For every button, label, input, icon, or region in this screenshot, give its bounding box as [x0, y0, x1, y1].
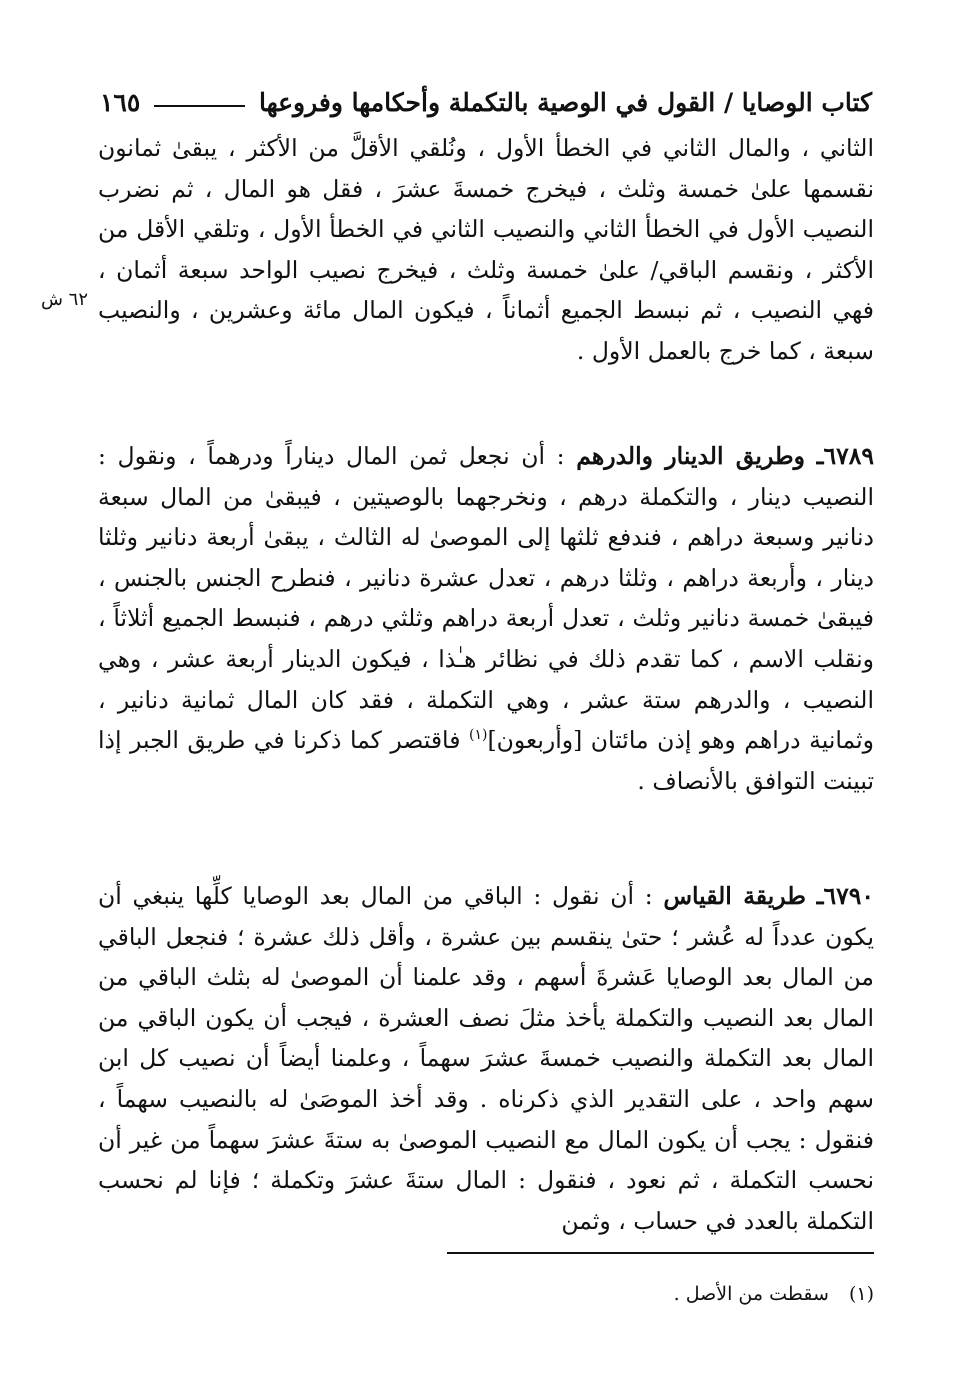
- margin-manuscript-note: ٦٢ ش: [40, 289, 88, 310]
- paragraph-text: : أن نقول : الباقي من المال بعد الوصايا كلِّها ينبغي أن يكون عدداً له عُشر ؛ حتىٰ ينقسم بين عشرة ، وأقل ذلك عشرة ؛ فنجعل الباقي من المال بعد الوصايا عَشرةَ أسهم ، وقد علمنا أن الموصىٰ له بثلث الباقي من المال بعد النصيب والتكملة يأخذ مثلَ نصف العشرة ، فيجب أن يكون الباقي من المال بعد التكملة والنصيب خمسةَ عشرَ سهماً ، وعلمنا أيضاً أن نصيب كل ابن سهم واحد ، على التقدير الذي ذكرناه . وقد أخذ الموصَىٰ له بالنصيب سهماً ، فنقول : يجب أن يكون المال مع النصيب الموصىٰ به ستةَ عشرَ سهماً من غير أن نحسب التكملة ، ثم نعود ، فنقول : المال ستةَ عشرَ وتكملة ؛ فإنا لم نحسب التكملة بالعدد في حساب ، وثمن: [98, 882, 874, 1235]
- footnote-separator: [447, 1252, 874, 1254]
- paragraph-text-continued: فاقتصر كما ذكرنا في طريق الجبر إذا تبينت التوافق بالأنصاف .: [98, 726, 874, 795]
- paragraph-continuation: [98, 128, 874, 372]
- footnote: [98, 1278, 874, 1310]
- paragraph-title: وطريق الدينار والدرهم: [576, 442, 805, 470]
- page-number: ١٦٥: [100, 87, 141, 117]
- footnote-number: (١): [848, 1283, 874, 1305]
- running-header: [100, 82, 872, 122]
- paragraph-number: ٦٧٩٠ـ: [816, 882, 874, 910]
- paragraph-number: ٦٧٨٩ـ: [816, 442, 874, 470]
- header-rule: [154, 105, 245, 107]
- header-title: كتاب الوصايا / القول في الوصية بالتكملة وأحكامها وفروعها: [258, 87, 872, 117]
- paragraph-6789: [98, 436, 874, 801]
- paragraph-title: طريقة القياس: [663, 882, 806, 910]
- footnote-reference: (١): [468, 727, 488, 744]
- footnote-text: سقطت من الأصل .: [673, 1283, 829, 1305]
- paragraph-text: الثاني ، والمال الثاني في الخطأ الأول ، ونُلقي الأقلَّ من الأكثر ، يبقىٰ ثمانون نقسمها علىٰ خمسة وثلث ، فيخرج خمسةَ عشرَ ، فقل هو المال ، ثم نضرب النصيب الأول في الخطأ الثاني والنصيب الثاني في الخطأ الأول ، وتلقي الأقل من الأكثر ، ونقسم الباقي/ علىٰ خمسة وثلث ، فيخرج نصيب الواحد سبعة أثمان ، فهي النصيب ، ثم نبسط الجميع أثماناً ، فيكون المال مائة وعشرين ، والنصيب سبعة ، كما خرج بالعمل الأول .: [98, 134, 874, 365]
- paragraph-6790: [98, 876, 874, 1241]
- paragraph-text: : أن نجعل ثمن المال ديناراً ودرهماً ، ونقول : النصيب دينار ، والتكملة درهم ، ونخرجهما بالوصيتين ، فيبقىٰ من المال سبعة دنانير وسبعة دراهم ، فندفع ثلثها إلى الموصىٰ له الثالث ، يبقىٰ أربعة دنانير وثلثا دينار ، وأربعة دراهم ، وثلثا درهم ، تعدل عشرة دنانير ، فنطرح الجنس بالجنس ، فيبقىٰ خمسة دنانير وثلث ، تعدل أربعة دراهم وثلثي درهم ، فنبسط الجميع أثلاثاً ، ونقلب الاسم ، كما تقدم ذلك في نظائر هـٰذا ، فيكون الدينار أربعة عشر ، وهي النصيب ، والدرهم ستة عشر ، وهي التكملة ، فقد كان المال ثمانية دنانير ، وثمانية دراهم وهو إذن مائتان [وأربعون]: [98, 442, 874, 755]
